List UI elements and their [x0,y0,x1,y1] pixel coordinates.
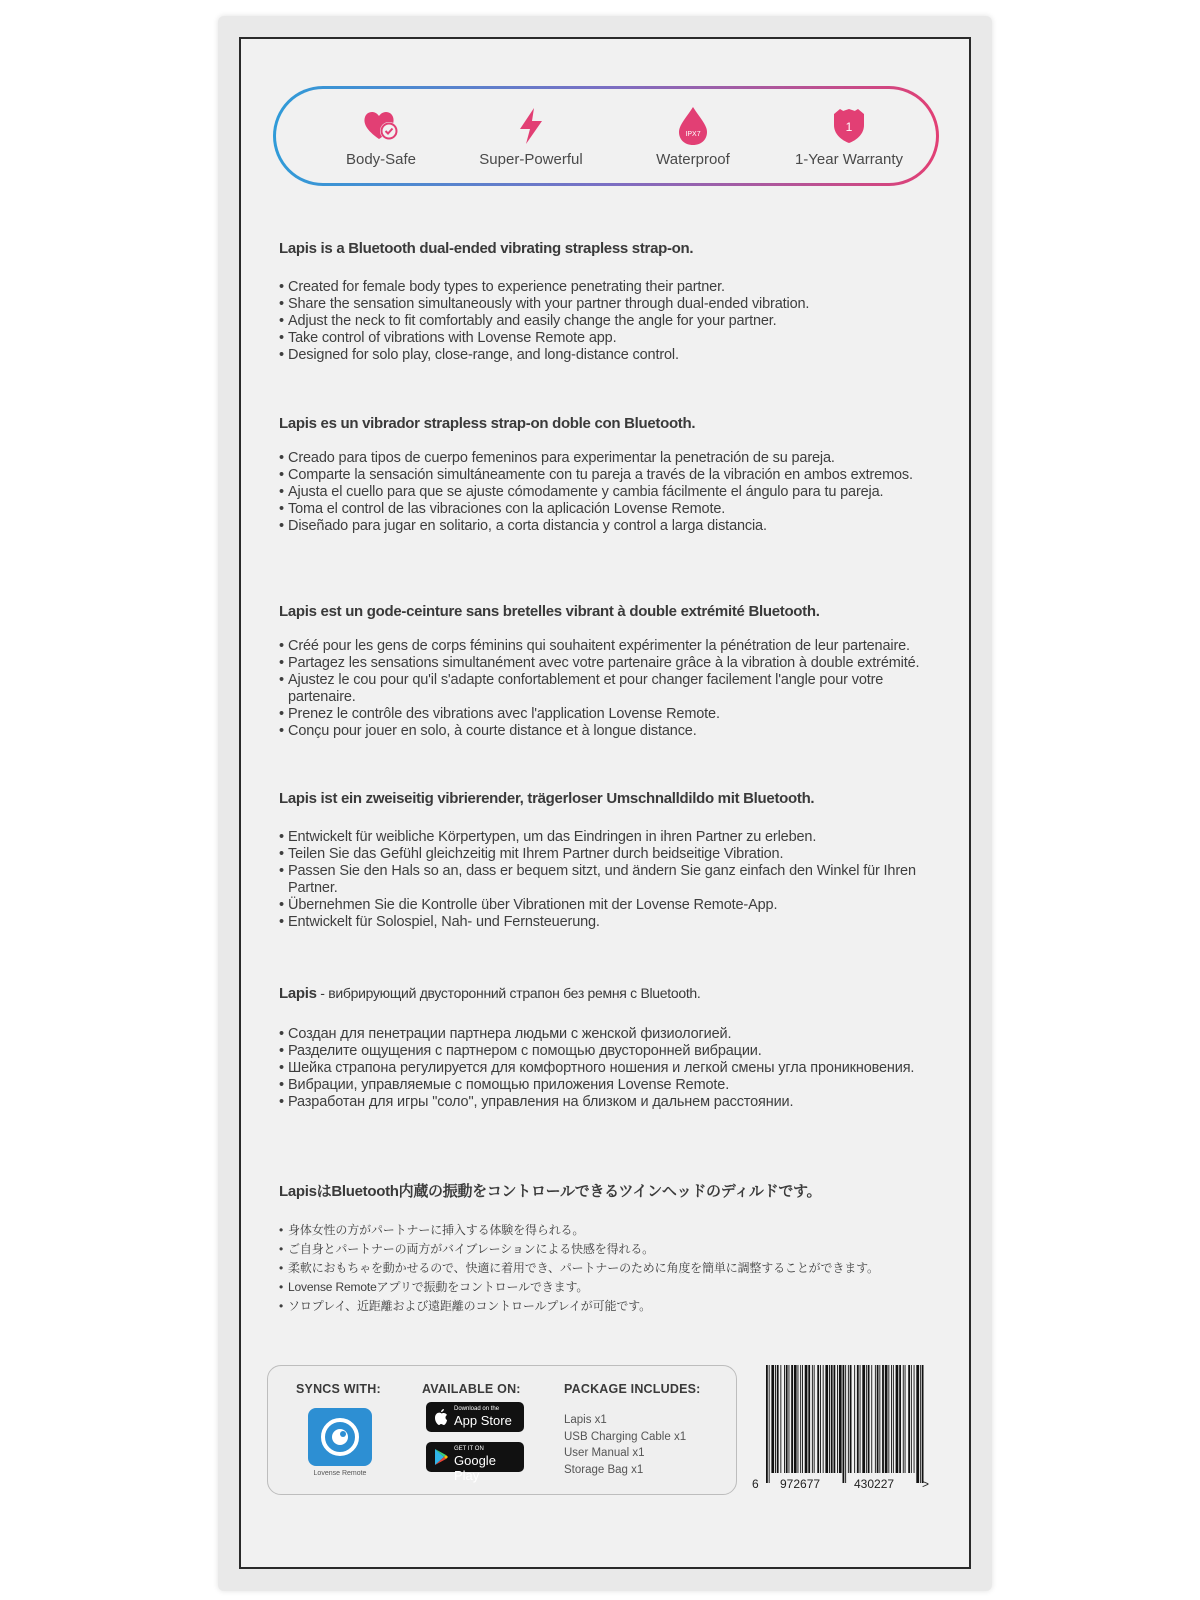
lightning-icon [510,105,552,147]
feature-list [279,1221,939,1316]
list-item: • Entwickelt für weibliche Körpertypen, um das Eindringen in ihren Partner zu erleben. [279,829,939,846]
list-item: • Toma el control de las vibraciones con la aplicación Lovense Remote. [279,501,939,518]
list-item: • Diseñado para jugar en solitario, a corta distancia y control a larga distancia. [279,518,939,535]
list-item: • Partagez les sensations simultanément avec votre partenaire grâce à la vibration à double extrémité. [279,655,939,672]
apple-icon [433,1408,449,1426]
list-item: • Prenez le contrôle des vibrations avec l'application Lovense Remote. [279,706,939,723]
feature-waterproof [618,105,768,168]
section-japanese [279,1180,939,1316]
list-item: • Share the sensation simultaneously with your partner through dual-ended vibration. [279,296,939,313]
package-item: Storage Bag x1 [564,1463,644,1476]
barcode-bar [888,1365,889,1473]
barcode-bar [829,1365,830,1473]
barcode-bar [808,1365,810,1473]
barcode-bar [805,1365,808,1473]
section-title: Lapis est un gode-ceinture sans bretelles vibrant à double extrémité Bluetooth. [279,603,820,620]
eye-icon [308,1408,372,1466]
feature-label: 1-Year Warranty [794,151,904,168]
barcode-bar [845,1365,846,1483]
google-play-badge[interactable] [426,1442,524,1483]
feature-body-safe [306,105,456,168]
list-item: • ソロプレイ、近距離および遠距離のコントロールプレイが可能です。 [279,1297,939,1316]
feature-list [279,638,939,740]
package-heading: PACKAGE INCLUDES: [564,1382,701,1396]
features-banner [273,86,939,186]
barcode-bar [877,1365,879,1473]
barcode-bar [771,1365,774,1473]
barcode-bar [812,1365,813,1473]
section-title [279,985,939,1002]
barcode-bar [920,1365,921,1483]
barcode-bar [857,1365,859,1473]
feature-label: Waterproof [656,151,730,168]
barcode-bar [769,1365,770,1483]
section-title-rest: - вибрирующий двусторонний страпон без ремня с Bluetooth. [316,985,701,1001]
package-box [218,16,992,1591]
section-title-bold: Lapis [279,985,317,1002]
section-russian [279,985,939,1111]
section-title: Lapis es un vibrador strapless strap-on doble con Bluetooth. [279,415,696,432]
barcode-bar [780,1365,781,1473]
barcode-bars [766,1365,926,1483]
list-item: • Разработан для игры "соло", управления на близком и дальнем расстоянии. [279,1094,939,1111]
feature-list [279,279,939,364]
barcode-bar [911,1365,912,1473]
package-list [564,1412,686,1478]
barcode-bar [831,1365,833,1473]
features-banner-inner [276,89,936,183]
feature-label: Super-Powerful [479,151,583,168]
barcode-bar [766,1365,768,1483]
list-item: • Passen Sie den Hals so an, dass er bequem sitzt, und ändern Sie ganz einfach den Winkel für Ihren Partner. [279,863,939,897]
list-item: • Lovense Remoteアプリで振動をコントロールできます。 [279,1278,939,1297]
package-back-panel [239,37,971,1569]
feature-list [279,1026,939,1111]
syncs-heading: SYNCS WITH: [296,1382,381,1396]
list-item: • Ajusta el cuello para que se ajuste cómodamente y cambia fácilmente el ángulo para tu pareja. [279,484,939,501]
section-german [279,790,939,931]
barcode-bar [875,1365,876,1473]
list-item: • Créé pour les gens de corps féminins qui souhaitent expérimenter la pénétration de leur partenaire. [279,638,939,655]
package-item: USB Charging Cable x1 [564,1430,687,1443]
heart-check-icon [360,105,402,147]
barcode-bar [862,1365,865,1473]
section-title: Lapis is a Bluetooth dual-ended vibrating strapless strap-on. [279,240,694,257]
list-item: • Adjust the neck to fit comfortably and easily change the angle for your partner. [279,313,939,330]
list-item: • Take control of vibrations with Lovense Remote app. [279,330,939,347]
feature-super-powerful [456,105,606,168]
barcode-bar [820,1365,821,1473]
available-heading: AVAILABLE ON: [422,1382,521,1396]
warranty-badge: 1 [845,120,853,134]
list-item: • Создан для пенетрации партнера людьми с женской физиологией. [279,1026,939,1043]
barcode-bar [893,1365,894,1473]
barcode-bar [817,1365,819,1473]
barcode-bar [908,1365,910,1473]
feature-label: Body-Safe [345,151,417,168]
section-title: LapisはBluetooth内蔵の振動をコントロールできるツインヘッドのディルドです。 [279,1183,822,1200]
package-item: User Manual x1 [564,1447,645,1459]
package-item: Lapis x1 [564,1414,607,1426]
barcode-bar [899,1365,901,1473]
list-item: • 身体女性の方がパートナーに挿入する体験を得られる。 [279,1221,939,1240]
barcode-bar [896,1365,899,1473]
app-store-small-text: Download on the [454,1406,500,1412]
section-title: Lapis ist ein zweiseitig vibrierender, trägerloser Umschnalldildo mit Bluetooth. [279,790,815,807]
barcode-bar [922,1365,924,1483]
barcode-bar [798,1365,799,1473]
app-name: Lovense Remote [313,1470,367,1477]
barcode-bar [777,1365,779,1473]
list-item: • Teilen Sie das Gefühl gleichzeitig mit Ihrem Partner durch beidseitige Vibration. [279,846,939,863]
list-item: • Conçu pour jouer en solo, à courte distance et à longue distance. [279,723,939,740]
list-item: • Разделите ощущения с партнером с помощью двусторонней вибрации. [279,1043,939,1060]
info-panel [267,1365,737,1495]
barcode-left-group: 972677 [780,1477,821,1491]
barcode-bar [834,1365,836,1473]
barcode-bar [885,1365,888,1473]
section-spanish [279,415,939,535]
app-store-badge[interactable] [426,1402,524,1432]
barcode-bar [891,1365,892,1473]
barcode-bar [848,1365,849,1473]
barcode-bar [800,1365,801,1473]
barcode-bar [823,1365,824,1473]
waterproof-badge: IPX7 [685,131,701,138]
barcode-bar [784,1365,785,1473]
barcode-bar [854,1365,855,1473]
list-item: • Designed for solo play, close-range, and long-distance control. [279,347,939,364]
barcode-bar [903,1365,904,1473]
list-item: • Übernehmen Sie die Kontrolle über Vibrationen mit der Lovense Remote-App. [279,897,939,914]
feature-warranty [774,105,924,168]
list-item: • Comparte la sensación simultáneamente con tu pareja a través de la vibración en ambos extremos. [279,467,939,484]
barcode-bar [905,1365,906,1473]
barcode-lead-digit: 6 [752,1477,759,1491]
feature-list [279,450,939,535]
barcode-bar [914,1365,915,1473]
barcode-bar [860,1365,861,1473]
barcode [752,1365,936,1495]
barcode-bar [839,1365,842,1473]
barcode-bar [794,1365,797,1473]
google-play-icon [433,1448,449,1466]
barcode-trail: > [922,1477,930,1491]
barcode-bar [916,1365,919,1483]
feature-list [279,829,939,931]
barcode-bar [843,1365,845,1483]
barcode-bar [866,1365,867,1473]
barcode-bar [868,1365,870,1473]
app-store-large-text: App Store [454,1413,512,1428]
barcode-bar [789,1365,790,1473]
barcode-bar [802,1365,803,1473]
list-item: • Шейка страпона регулируется для комфортного ношения и легкой смены угла проникновения. [279,1060,939,1077]
list-item: • Ajustez le cou pour qu'il s'adapte confortablement et pour changer facilement l'angle pour votre partenaire. [279,672,939,706]
barcode-bar [791,1365,793,1473]
barcode-bar [879,1365,880,1473]
barcode-bar [775,1365,776,1473]
list-item: • Вибрации, управляемые с помощью приложения Lovense Remote. [279,1077,939,1094]
barcode-bar [837,1365,838,1473]
list-item: • 柔軟におもちゃを動かせるので、快適に着用でき、パートナーのために角度を簡単に調整することができます。 [279,1259,939,1278]
barcode-bar [814,1365,815,1473]
barcode-bar [871,1365,872,1473]
barcode-bar [850,1365,852,1473]
list-item: • Created for female body types to experience penetrating their partner. [279,279,939,296]
water-drop-icon [672,105,714,147]
shield-icon [828,105,870,147]
list-item: • Creado para tipos de cuerpo femeninos para experimentar la penetración de su pareja. [279,450,939,467]
lovense-remote-app-icon [308,1408,372,1466]
google-play-small-text: GET IT ON [454,1446,484,1452]
barcode-bar [825,1365,828,1473]
google-play-large-text: Google Play [454,1453,496,1483]
list-item: • ご自身とパートナーの両方がバイブレーションによる快感を得れる。 [279,1240,939,1259]
barcode-right-group: 430227 [854,1477,895,1491]
barcode-bar [882,1365,884,1473]
barcode-bar [786,1365,788,1473]
section-english [279,240,939,364]
section-french [279,603,939,740]
list-item: • Entwickelt für Solospiel, Nah- und Fernsteuerung. [279,914,939,931]
